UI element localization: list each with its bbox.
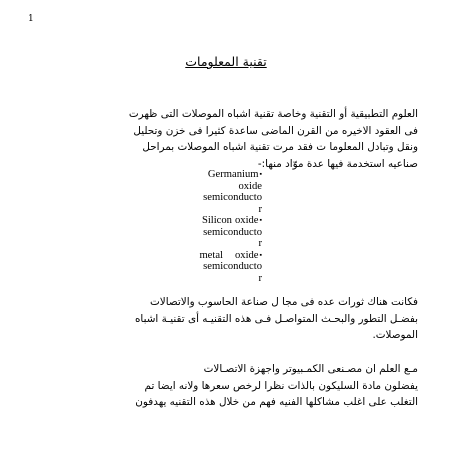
paragraph-line: مـع العلم ان مصـنعى الكمـبيوتر واجهزة الاتصـالات [203, 363, 418, 375]
list-item-line: r [258, 272, 262, 284]
paragraph-line: العلوم التطبيقية أو التقنية وخاصة تقنية اشباه الموصلات التى ظهرت [128, 108, 418, 120]
list-item-line: oxide [238, 180, 262, 192]
paragraph-line: يفضلون مادة السليكون بالذات نظرا لرخص سعرها ولانه ايضا تم [144, 379, 418, 392]
list-item-word: Germanium [207, 169, 259, 180]
bullet-icon: ▪ [259, 250, 262, 259]
list-item-word: oxide [234, 215, 259, 226]
list-item-line: semiconducto [203, 226, 262, 238]
list-item [180, 250, 262, 285]
list-item-line: semiconducto [203, 192, 262, 203]
list-item-line: r [258, 203, 262, 215]
list-item [180, 215, 262, 250]
list-item-word: oxide [234, 249, 259, 261]
paragraph-line: صناعيه استخدمة فيها عدة موّاد منها:- [257, 157, 418, 170]
paragraph-silicon [32, 361, 418, 411]
list-item-line: r [258, 238, 262, 249]
paragraph-line: الموصلات. [372, 329, 418, 341]
list-item-line: semiconducto [203, 261, 262, 272]
list-item-word: metal [199, 249, 223, 261]
paragraph-intro [32, 106, 418, 172]
list-item-word: Silicon [201, 215, 232, 226]
materials-list [180, 169, 262, 284]
paragraph-line: فى العقود الاخيره من القرن الماضى ساعدة كثيرا فى خزن وتحليل [133, 124, 418, 137]
paragraph-line: التغلب على اغلب مشاكلها الفنيه فهم من خلال هذه التقنيه يهدفون [135, 396, 418, 408]
bullet-icon: ▪ [259, 170, 262, 178]
paragraph-revolution [32, 294, 418, 344]
list-item [180, 169, 262, 215]
bullet-icon: ▪ [259, 216, 262, 224]
page-title: تقنية المعلومات [185, 54, 267, 69]
paragraph-line: بفضـل التطور والبحـث المتواصـل فـى هذه التقنيـه أى تقنيـة اشباه [134, 312, 418, 325]
paragraph-line: فكانت هناك ثورات عده فى مجا ل صناعة الحاسوب والاتصالات [150, 296, 418, 308]
paragraph-line: ونقل وتبادل المعلوما ت فقد مرت تقنية اشباه الموصلات بمراحل [142, 141, 418, 153]
page-number: 1 [28, 14, 34, 24]
